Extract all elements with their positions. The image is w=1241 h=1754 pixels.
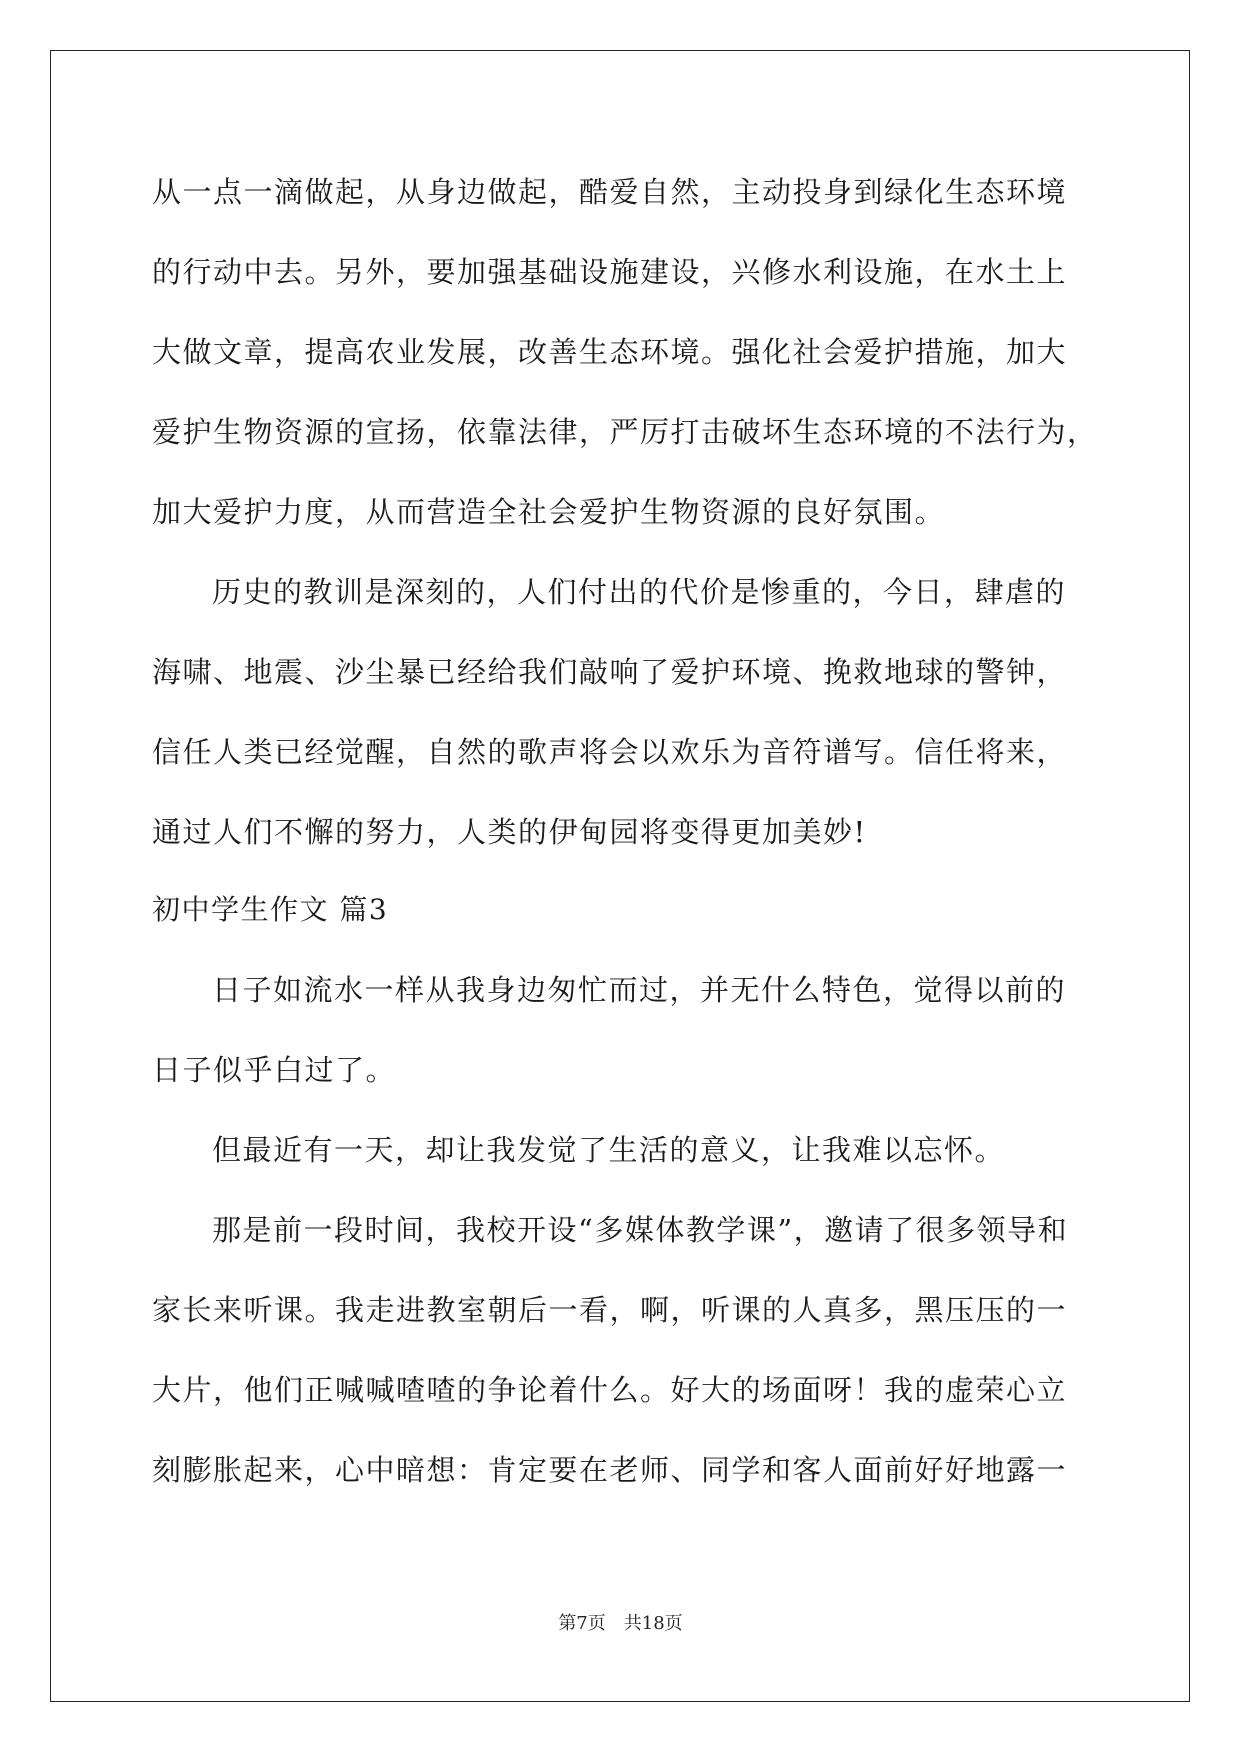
text-line-12: 日子似乎白过了。: [152, 1053, 397, 1087]
text-line-15: 家长来听课。我走进教室朝后一看，啊，听课的人真多，黑压压的一: [152, 1293, 1068, 1327]
text-line-13: 但最近有一天，却让我发觉了生活的意义，让我难以忘怀。: [212, 1133, 1006, 1167]
text-line-1: 从一点一滴做起，从身边做起，酷爱自然，主动投身到绿化生态环境: [152, 175, 1068, 209]
text-line-6: 历史的教训是深刻的，人们付出的代价是惨重的，今日，肆虐的: [212, 575, 1067, 609]
text-line-11: 日子如流水一样从我身边匆忙而过，并无什么特色，觉得以前的: [212, 973, 1067, 1007]
text-line-9: 通过人们不懈的努力，人类的伊甸园将变得更加美妙!: [152, 815, 867, 849]
page-number: 第7页 共18页: [558, 1613, 683, 1634]
text-line-4: 爱护生物资源的宣扬，依靠法律，严厉打击破坏生态环境的不法行为，: [152, 415, 1098, 449]
text-line-5: 加大爱护力度，从而营造全社会爱护生物资源的良好氛围。: [152, 495, 946, 529]
text-line-3: 大做文章，提高农业发展，改善生态环境。强化社会爱护措施，加大: [152, 335, 1068, 369]
text-line-7: 海啸、地震、沙尘暴已经给我们敲响了爱护环境、挽救地球的警钟，: [152, 655, 1068, 689]
text-line-17: 刻膨胀起来，心中暗想：肯定要在老师、同学和客人面前好好地露一: [152, 1453, 1068, 1487]
text-line-14: 那是前一段时间，我校开设“多媒体教学课”，邀请了很多领导和: [212, 1213, 1069, 1247]
text-line-8: 信任人类已经觉醒，自然的歌声将会以欢乐为音符谱写。信任将来，: [152, 735, 1068, 769]
text-line-16: 大片，他们正喊喊喳喳的争论着什么。好大的场面呀！我的虚荣心立: [152, 1373, 1068, 1407]
section-heading: 初中学生作文 篇3: [152, 893, 389, 926]
text-line-2: 的行动中去。另外，要加强基础设施建设，兴修水利设施，在水土上: [152, 255, 1068, 289]
